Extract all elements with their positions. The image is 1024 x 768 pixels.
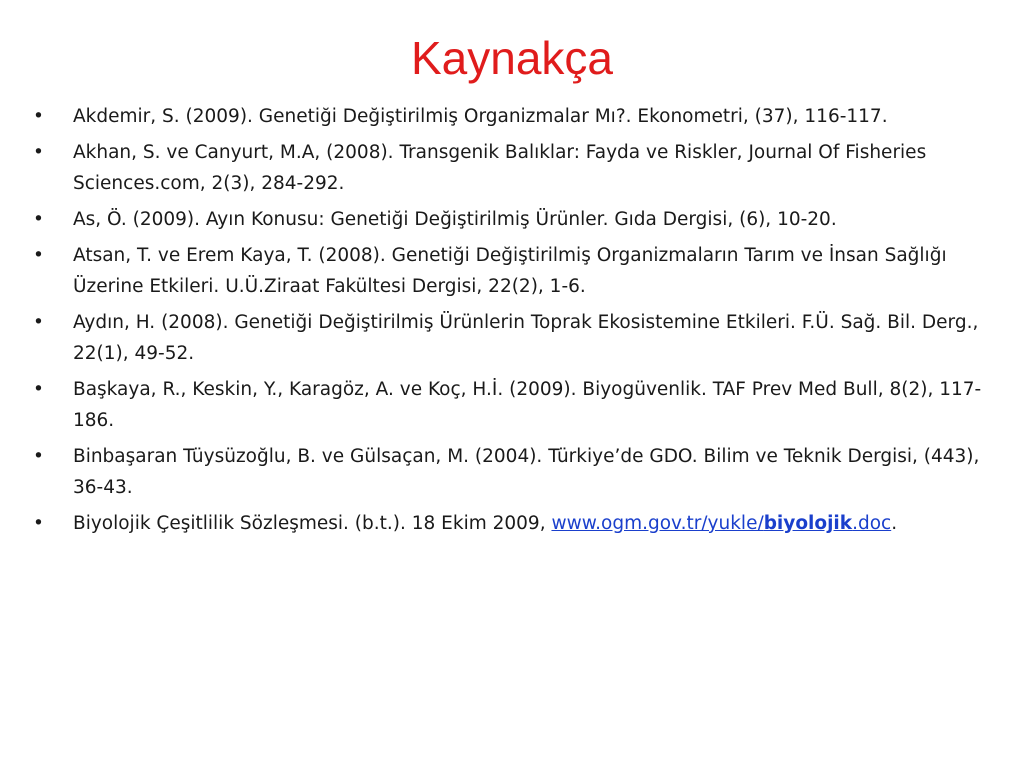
- reference-link-prefix: www.ogm.gov.tr/yukle/: [551, 513, 764, 534]
- reference-item: [33, 307, 993, 369]
- reference-item: [33, 374, 993, 436]
- reference-item: [33, 240, 993, 302]
- bullet-icon: •: [33, 312, 44, 333]
- bullet-icon: •: [33, 106, 44, 127]
- bullet-icon: •: [33, 379, 44, 400]
- reference-item: [33, 137, 993, 199]
- reference-text: Aydın, H. (2008). Genetiği Değiştirilmiş Ürünlerin Toprak Ekosistemine Etkileri. F.Ü. Sağ. Bil. Derg., 22(1), 49-52.: [73, 312, 979, 364]
- reference-link-bold: biyolojik: [763, 513, 853, 534]
- reference-item: [33, 441, 993, 503]
- reference-item: [33, 101, 993, 132]
- reference-text: Biyolojik Çeşitlilik Sözleşmesi. (b.t.). 18 Ekim 2009,: [73, 513, 552, 534]
- bullet-icon: •: [33, 209, 44, 230]
- reference-trailing-period: .: [891, 513, 898, 534]
- reference-text: As, Ö. (2009). Ayın Konusu: Genetiği Değiştirilmiş Ürünler. Gıda Dergisi, (6), 10-20.: [73, 209, 837, 230]
- reference-link[interactable]: [551, 513, 891, 534]
- reference-text: Atsan, T. ve Erem Kaya, T. (2008). Genetiği Değiştirilmiş Organizmaların Tarım ve İnsan Sağlığı Üzerine Etkileri. U.Ü.Ziraat Fakültesi Dergisi, 22(2), 1-6.: [73, 245, 947, 297]
- bullet-icon: •: [33, 142, 44, 163]
- slide-title: Kaynakça: [410, 32, 613, 84]
- reference-item: [33, 508, 993, 539]
- reference-list: [33, 101, 993, 544]
- bullet-icon: •: [33, 446, 44, 467]
- bullet-icon: •: [33, 245, 44, 266]
- bullet-icon: •: [33, 513, 44, 534]
- reference-item: [33, 204, 993, 235]
- reference-text: Başkaya, R., Keskin, Y., Karagöz, A. ve Koç, H.İ. (2009). Biyogüvenlik. TAF Prev Med Bull, 8(2), 117-186.: [73, 379, 982, 431]
- reference-text: Binbaşaran Tüysüzoğlu, B. ve Gülsaçan, M. (2004). Türkiye’de GDO. Bilim ve Teknik Dergisi, (443), 36-43.: [73, 446, 980, 498]
- reference-text: Akhan, S. ve Canyurt, M.A, (2008). Transgenik Balıklar: Fayda ve Riskler, Journal Of Fisheries Sciences.com, 2(3), 284-292.: [73, 142, 927, 194]
- reference-text: Akdemir, S. (2009). Genetiği Değiştirilmiş Organizmalar Mı?. Ekonometri, (37), 116-117.: [73, 106, 888, 127]
- reference-link-suffix: .doc: [852, 513, 892, 534]
